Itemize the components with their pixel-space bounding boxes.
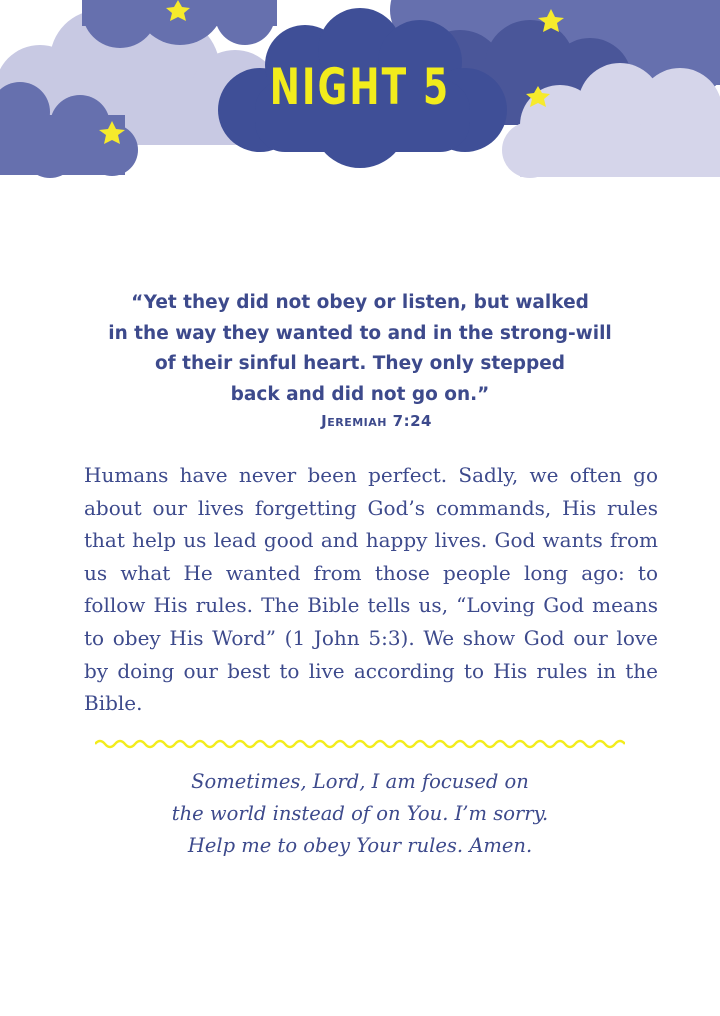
verse-line: “Yet they did not obey or listen, but walked [131, 292, 589, 313]
verse-line: back and did not go on.” [230, 383, 490, 405]
prayer-line: the world instead of on You. I’m sorry. [171, 802, 549, 825]
prayer [120, 766, 600, 862]
prayer-line: Help me to obey Your rules. Amen. [187, 834, 533, 857]
prayer-line: Sometimes, Lord, I am focused on [191, 770, 529, 793]
verse-line: of their sinful heart. They only stepped [154, 353, 566, 374]
scripture-verse [80, 288, 640, 410]
devotional-text: Humans have never been perfect. Sadly, we often go about our lives forgetting God’s commands, His rules that help us lead good and happy lives. God wants from us what He wanted from those people long ago: to follow His rules. The Bible tells us, “Loving God means to obey His Word” (1 John 5:3). We show God our love by doing our best to live according to His rules in the Bible. [84, 463, 658, 716]
verse-reference: Jeremiah 7:24 [321, 412, 432, 430]
wavy-divider [95, 736, 625, 752]
night-sky-header [0, 0, 720, 200]
verse-line: in the way they wanted to and in the strong-will [108, 322, 612, 344]
page-title: NIGHT 5 [269, 58, 451, 116]
